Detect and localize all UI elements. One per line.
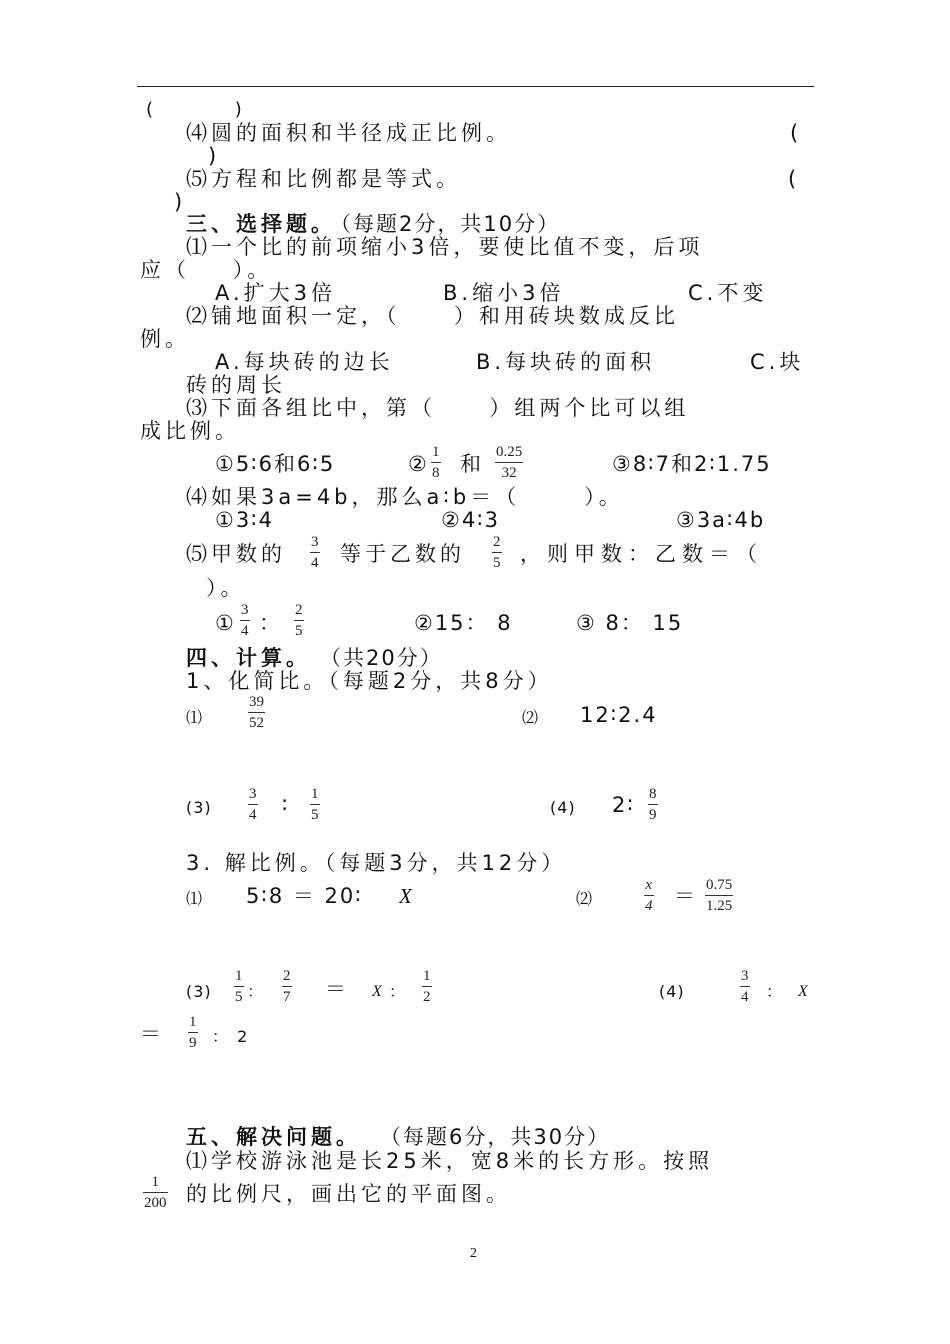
judgment-item-4: ⑷圆的面积和半径成正比例。 bbox=[186, 121, 511, 145]
variable-x: X bbox=[399, 884, 412, 908]
answer-paren-open: ( bbox=[788, 167, 801, 191]
item-label: (3) bbox=[186, 982, 212, 1001]
fraction: 1 5 bbox=[311, 786, 319, 823]
ratio-colon: ∶ bbox=[282, 793, 292, 817]
option-c: C.块 bbox=[750, 350, 805, 374]
choice-q1-cont: 应（ ）。 bbox=[140, 258, 273, 282]
fraction: 0.75 1.25 bbox=[706, 877, 733, 914]
option-3: ③8∶7和2∶1.75 bbox=[612, 452, 772, 476]
problem-1-cont: 的比例尺，画出它的平面图。 bbox=[186, 1182, 511, 1206]
equals-sign: ＝ bbox=[140, 1022, 165, 1046]
option-2-label: ② bbox=[408, 452, 431, 476]
fraction: 0.25 32 bbox=[496, 444, 523, 481]
option-b: B.每块砖的面积 bbox=[476, 350, 656, 374]
ratio-colon: ： bbox=[247, 982, 265, 1001]
option-2: ②15： 8 bbox=[414, 611, 513, 635]
fraction: 3 4 bbox=[249, 786, 257, 823]
choice-q2: ⑵铺地面积一定，（ ）和用砖块数成反比 bbox=[186, 304, 679, 328]
fraction: 2 5 bbox=[493, 534, 501, 571]
item-label: (3) bbox=[186, 798, 212, 817]
fraction: 1 2 bbox=[423, 968, 431, 1005]
ratio-expression: 2∶ bbox=[612, 793, 635, 817]
subsection-solve: 3. 解比例。（每题3分，共12分） bbox=[186, 851, 567, 875]
item-label: ⑵ bbox=[522, 708, 540, 727]
item-label: ⑴ bbox=[186, 708, 204, 727]
item-label: ⑴ bbox=[186, 889, 204, 908]
choice-q3-cont: 成比例。 bbox=[140, 419, 240, 443]
section-5-title: 五、解决问题。 bbox=[186, 1125, 361, 1149]
choice-q5-end: ，则甲数：乙数＝（ bbox=[520, 542, 763, 566]
ratio-expression: ： 2 bbox=[212, 1027, 250, 1046]
header-rule bbox=[137, 86, 814, 87]
item-label: ⑵ bbox=[576, 889, 594, 908]
choice-q5: ⑸甲数的 bbox=[186, 542, 286, 566]
section-3-score: （每题2分，共10分） bbox=[330, 212, 561, 236]
and-word: 和 bbox=[460, 452, 485, 476]
fraction: 39 52 bbox=[249, 694, 264, 731]
equals-sign: ＝ bbox=[325, 977, 350, 1001]
fraction: 3 4 bbox=[741, 968, 749, 1005]
choice-q5-mid: 等于乙数的 bbox=[340, 542, 465, 566]
choice-q1: ⑴一个比的前项缩小3倍，要使比值不变，后项 bbox=[186, 235, 704, 259]
option-1: ①5∶6和6∶5 bbox=[215, 452, 336, 476]
answer-paren-close: ) bbox=[208, 144, 221, 168]
proportion-equation: 5∶8 ＝ 20∶ bbox=[246, 884, 363, 908]
ratio-colon: ： bbox=[766, 982, 784, 1001]
judgment-item-5: ⑸方程和比例都是等式。 bbox=[186, 167, 461, 191]
choice-q3: ⑶下面各组比中，第（ ）组两个比可以组 bbox=[186, 396, 690, 420]
fraction: x 4 bbox=[645, 877, 653, 914]
fraction: 2 7 bbox=[283, 968, 291, 1005]
equals-sign: ＝ bbox=[674, 884, 699, 908]
fraction: 1 8 bbox=[432, 444, 440, 481]
ratio-colon: ： bbox=[389, 982, 407, 1001]
option-2: ②4∶3 bbox=[441, 508, 501, 532]
section-5-score: （每题6分，共30分） bbox=[380, 1125, 611, 1149]
item-label: (4) bbox=[659, 982, 685, 1001]
fraction: 2 5 bbox=[295, 602, 303, 639]
item-label: (4) bbox=[550, 798, 576, 817]
fraction: 1 5 bbox=[235, 968, 243, 1005]
option-3: ③3a∶4b bbox=[676, 508, 766, 532]
choice-q4: ⑷如果3a=4b，那么a∶b＝（ ）。 bbox=[186, 485, 624, 509]
answer-blank: ( ) bbox=[146, 99, 246, 120]
option-a: A.每块砖的边长 bbox=[215, 350, 394, 374]
problem-1: ⑴学校游泳池是长25米，宽8米的长方形。按照 bbox=[186, 1149, 714, 1173]
subsection-simplify: 1、化简比。（每题2分，共8分） bbox=[186, 669, 553, 693]
page-number: 2 bbox=[470, 1246, 477, 1261]
option-b: B.缩小3倍 bbox=[443, 281, 565, 305]
answer-paren-open: ( bbox=[790, 121, 803, 145]
choice-q5-cont: ）。 bbox=[206, 576, 246, 600]
variable-x: X bbox=[798, 983, 808, 1000]
option-a: A.扩大3倍 bbox=[215, 281, 337, 305]
option-c-cont: 砖的周长 bbox=[186, 373, 286, 397]
section-3-title: 三、选择题。 bbox=[186, 212, 336, 236]
option-c: C.不变 bbox=[688, 281, 768, 305]
ratio-colon: ： bbox=[259, 611, 284, 635]
fraction: 3 4 bbox=[241, 602, 249, 639]
answer-paren-close: ) bbox=[174, 190, 187, 214]
ratio-expression: 12∶2.4 bbox=[580, 703, 658, 727]
option-3: ③ 8： 15 bbox=[576, 611, 684, 635]
fraction: 3 4 bbox=[311, 534, 319, 571]
fraction: 1 9 bbox=[189, 1014, 197, 1051]
fraction: 1 200 bbox=[144, 1174, 167, 1211]
option-1-label: ① bbox=[215, 611, 238, 635]
variable-x: X bbox=[372, 983, 382, 1000]
option-1: ①3∶4 bbox=[215, 508, 275, 532]
fraction: 8 9 bbox=[649, 786, 657, 823]
choice-q2-cont: 例。 bbox=[140, 327, 190, 351]
section-4-score: （共20分） bbox=[320, 646, 443, 670]
section-4-title: 四、计算。 bbox=[186, 646, 311, 670]
